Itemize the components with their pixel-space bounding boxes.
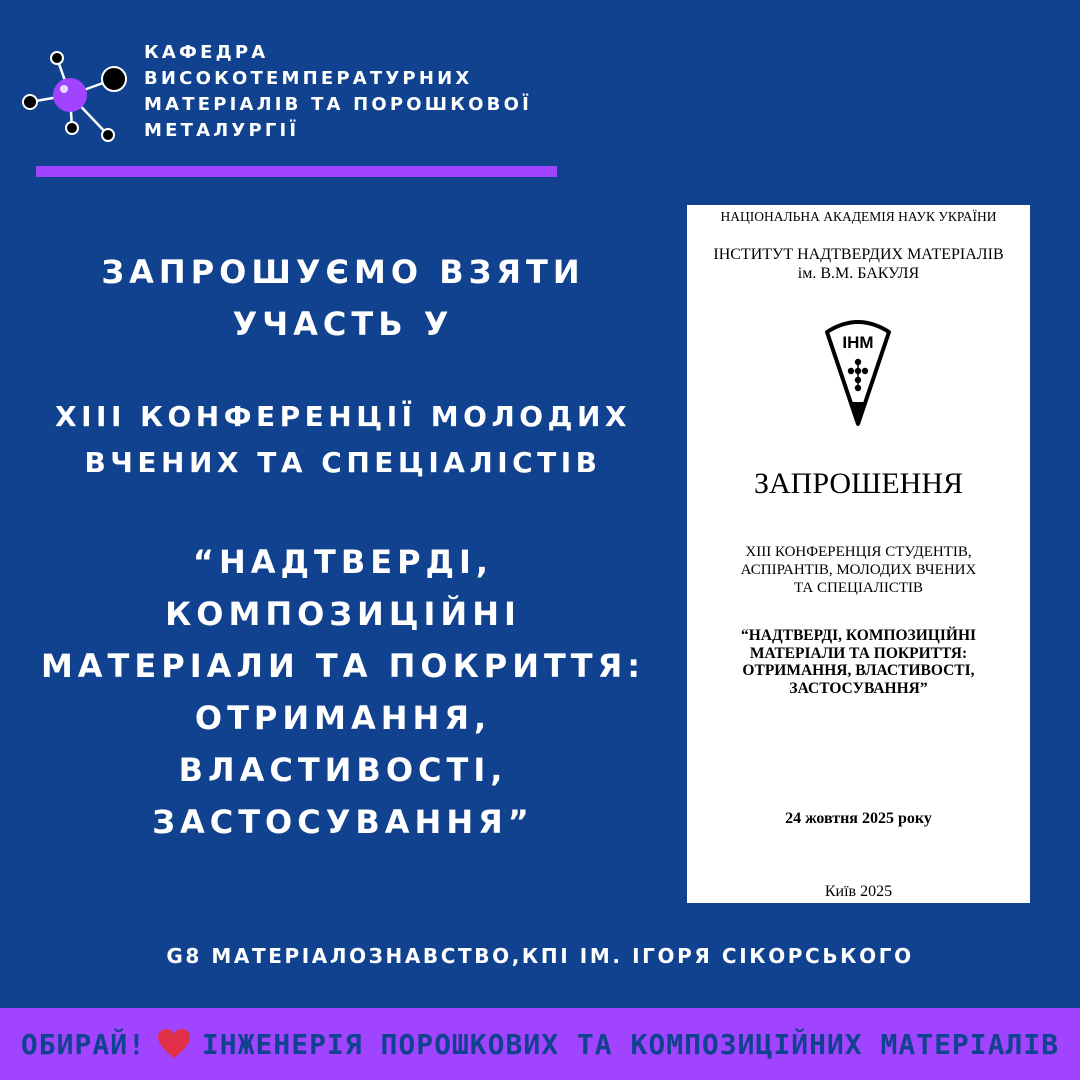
- banner-choose-text: ОБИРАЙ!: [20, 1027, 146, 1061]
- document-conference-line: АСПІРАНТІВ, МОЛОДИХ ВЧЕНИХ: [740, 562, 977, 578]
- document-title-line: МАТЕРІАЛИ ТА ПОКРИТТЯ:: [749, 644, 968, 662]
- molecule-icon: [14, 40, 134, 150]
- bottom-banner: [0, 1008, 1080, 1080]
- department-line: МЕТАЛУРГІЇ: [144, 120, 300, 141]
- emblem-text: ІНМ: [842, 333, 874, 352]
- document-heading: ЗАПРОШЕННЯ: [753, 467, 963, 500]
- document-date: 24 жовтня 2025 року: [785, 810, 932, 827]
- invite-line: ЗАПРОШУЄМО ВЗЯТИ: [101, 253, 585, 291]
- document-title: [687, 627, 1030, 697]
- institute-line: ім. В.М. БАКУЛЯ: [797, 265, 920, 282]
- title-line: МАТЕРІАЛИ ТА ПОКРИТТЯ:: [40, 647, 646, 685]
- academy-name: НАЦІОНАЛЬНА АКАДЕМІЯ НАУК УКРАЇНИ: [720, 209, 997, 224]
- conference-title: [18, 536, 668, 848]
- inm-emblem-icon: [823, 318, 893, 428]
- title-line: КОМПОЗИЦІЙНІ: [165, 595, 521, 633]
- document-city: Київ 2025: [824, 883, 893, 900]
- title-line: ОТРИМАННЯ,: [194, 699, 492, 737]
- invite-heading: [18, 246, 668, 350]
- document-conference-line: XIII КОНФЕРЕНЦІЯ СТУДЕНТІВ,: [745, 544, 972, 560]
- department-line: МАТЕРІАЛІВ ТА ПОРОШКОВОЇ: [144, 94, 532, 115]
- document-conference-line: ТА СПЕЦІАЛІСТІВ: [794, 580, 923, 596]
- document-conference: [687, 543, 1030, 597]
- invitation-document: [687, 205, 1030, 903]
- footer-caption: G8 МАТЕРІАЛОЗНАВСТВО,КПІ ІМ. ІГОРЯ СІКОРСЬКОГО: [166, 944, 914, 968]
- document-title-line: “НАДТВЕРДІ, КОМПОЗИЦІЙНІ: [740, 627, 977, 644]
- invite-line: УЧАСТЬ У: [232, 305, 454, 343]
- document-title-line: ЗАСТОСУВАННЯ”: [789, 679, 928, 697]
- institute-name: [687, 245, 1030, 283]
- conference-name: [18, 394, 668, 486]
- department-name: [144, 40, 532, 144]
- institute-line: ІНСТИТУТ НАДТВЕРДИХ МАТЕРІАЛІВ: [713, 246, 1004, 263]
- title-line: “НАДТВЕРДІ,: [192, 543, 494, 581]
- conference-line: XIII КОНФЕРЕНЦІЇ МОЛОДИХ: [55, 400, 631, 433]
- banner-specialty-text: ІНЖЕНЕРІЯ ПОРОШКОВИХ ТА КОМПОЗИЦІЙНИХ МАТЕРІАЛІВ: [201, 1027, 1060, 1061]
- heart-icon: [156, 1028, 192, 1060]
- department-line: ВИСОКОТЕМПЕРАТУРНИХ: [144, 68, 473, 89]
- document-title-line: ОТРИМАННЯ, ВЛАСТИВОСТІ,: [742, 662, 975, 679]
- header-divider: [36, 166, 557, 177]
- conference-line: ВЧЕНИХ ТА СПЕЦІАЛІСТІВ: [84, 446, 602, 479]
- title-line: ЗАСТОСУВАННЯ”: [152, 803, 534, 841]
- department-line: КАФЕДРА: [144, 42, 269, 63]
- title-line: ВЛАСТИВОСТІ,: [178, 751, 508, 789]
